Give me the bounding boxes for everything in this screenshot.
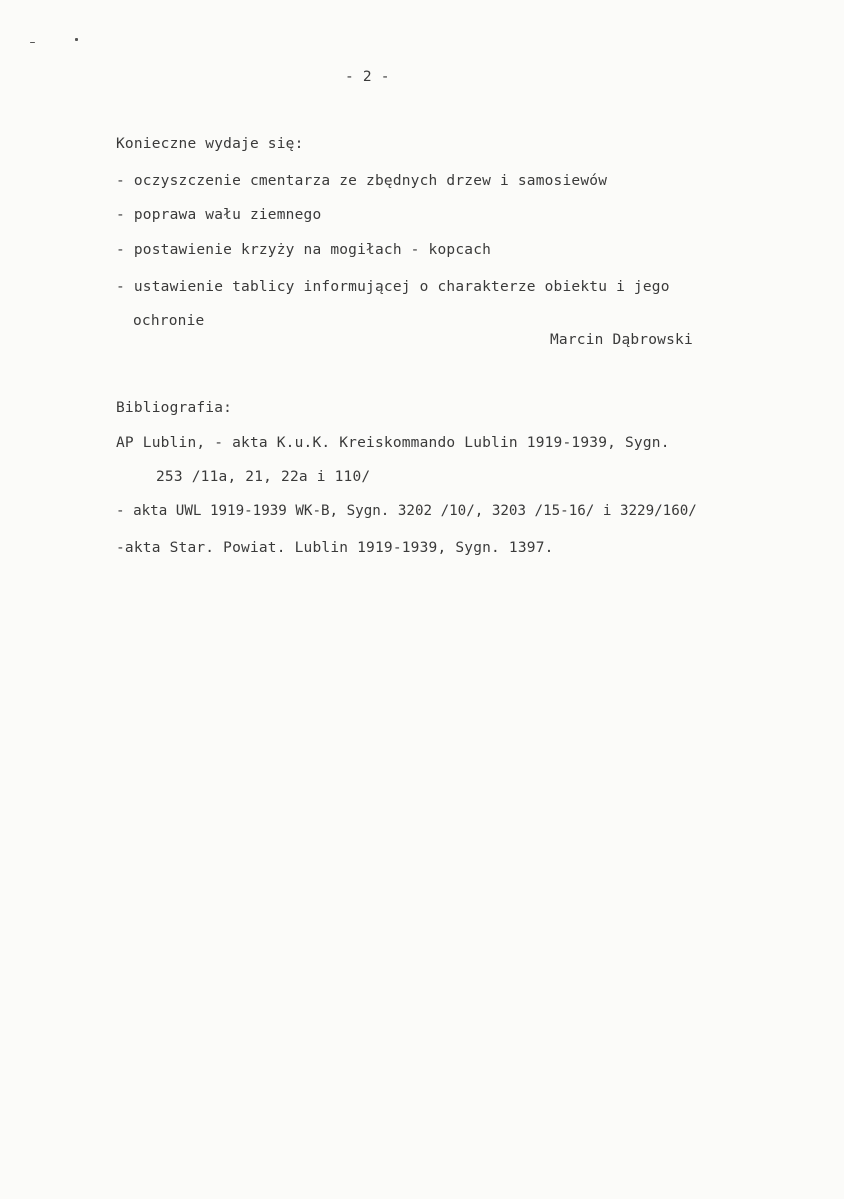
task-item: - ustawienie tablicy informującej o charakterze obiektu i jego [116,279,670,295]
corner-mark [75,38,78,41]
corner-mark [30,42,35,43]
author-signature: Marcin Dąbrowski [550,332,693,348]
intro-text: Konieczne wydaje się: [116,136,304,152]
bibliography-entry: AP Lublin, - akta K.u.K. Kreiskommando Lublin 1919-1939, Sygn. [116,435,670,451]
bibliography-heading: Bibliografia: [116,400,233,416]
bibliography-entry-continuation: 253 /11a, 21, 22a i 110/ [156,469,371,485]
bibliography-entry: - akta UWL 1919-1939 WK-B, Sygn. 3202 /10/, 3203 /15-16/ i 3229/160/ [116,503,697,519]
task-item: - postawienie krzyży na mogiłach - kopcach [116,242,492,258]
task-item-continuation: ochronie [133,313,205,329]
task-item: - oczyszczenie cmentarza ze zbędnych drzew i samosiewów [116,173,608,189]
task-item: - poprawa wału ziemnego [116,207,322,223]
page-number: - 2 - [345,69,390,85]
bibliography-entry: -akta Star. Powiat. Lublin 1919-1939, Sygn. 1397. [116,540,554,556]
